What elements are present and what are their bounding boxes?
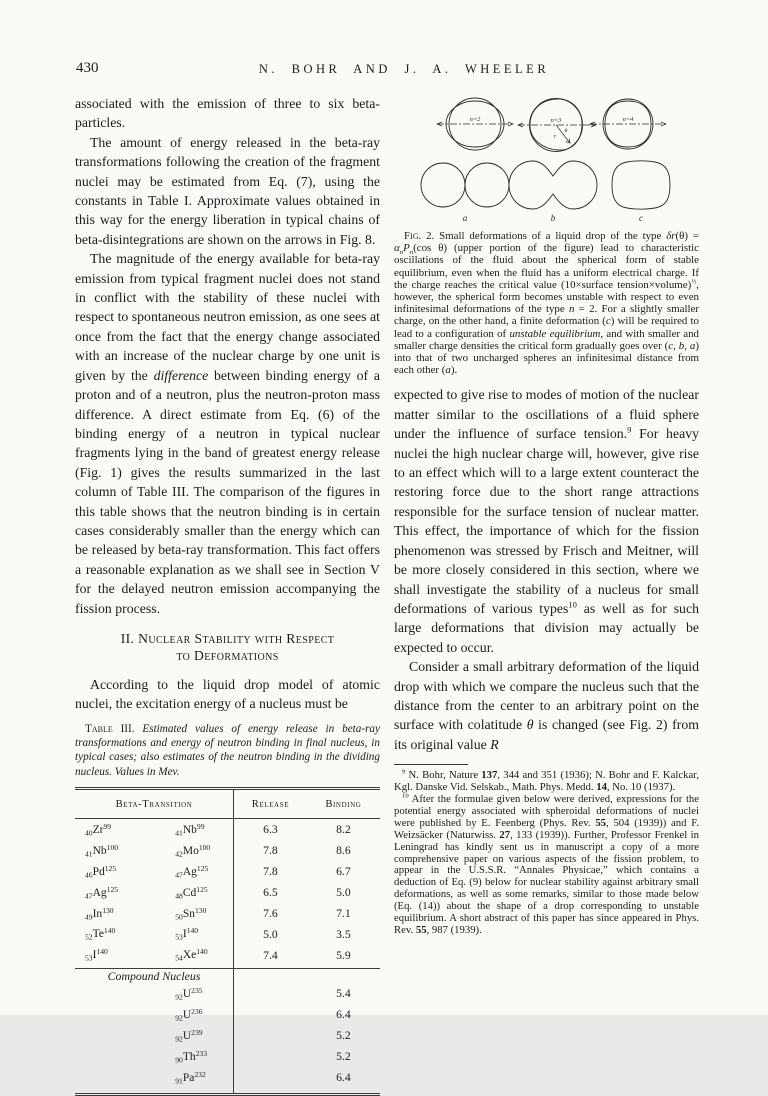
mass-number: 100 [198, 842, 211, 852]
empty-cell [234, 1067, 307, 1095]
label-n3: n=3 [550, 117, 561, 124]
drop-n3 [518, 99, 596, 152]
text-segment: a [445, 364, 451, 377]
table-row [75, 1067, 380, 1095]
text-segment: ) into that of two uncharged spheres an infinitesimal distance from each other ( [394, 339, 699, 377]
table-caption [75, 722, 380, 779]
initial-nuclide [75, 924, 151, 945]
text-segment: 9 [402, 768, 406, 776]
atomic-number: 91 [175, 1076, 183, 1086]
element-symbol: U [182, 1008, 192, 1021]
final-nuclide [151, 840, 233, 861]
mass-number: 125 [106, 884, 119, 894]
text-segment: Fig. 2. [404, 230, 435, 242]
paragraph [75, 675, 380, 714]
running-head: N. BOHR AND J. A. WHEELER [258, 62, 550, 76]
table-row [75, 819, 380, 840]
table-row [75, 1046, 380, 1067]
label-a: a [462, 213, 467, 223]
mass-number: 239 [191, 1027, 203, 1037]
label-r: r [553, 134, 556, 140]
initial-nuclide [75, 819, 151, 840]
mass-number: 235 [191, 986, 203, 995]
empty-cell [234, 1025, 307, 1046]
mass-number: 140 [103, 926, 116, 936]
mass-number: 130 [195, 905, 207, 915]
text-segment: (θ) = [675, 230, 699, 242]
label-c: c [638, 213, 643, 223]
text-segment: Consider a small arbitrary deformation of the liquid drop with which we compare the nucleus such that the distance from the center to an arbitrary point on the surface with colatitude [394, 659, 699, 733]
element-symbol: Th [182, 1050, 196, 1063]
section-heading-line2: to Deformations [176, 648, 279, 664]
final-nuclide [151, 903, 233, 924]
left-column [75, 94, 380, 1096]
paragraph-continuation [394, 385, 699, 657]
compound-section-header [75, 969, 380, 984]
empty-cell [75, 1067, 151, 1095]
text-segment: α [394, 242, 400, 255]
text-segment: N. Bohr, Nature [405, 769, 482, 782]
footnote-separator [394, 764, 468, 765]
table-row [75, 903, 380, 924]
col-header-release: Release [234, 788, 307, 818]
text-segment: expected to give rise to modes of motion of the nuclear matter similar to the oscillations of a fluid sphere under the influence of surface tension. [394, 387, 699, 442]
initial-nuclide [75, 903, 151, 924]
table-row [75, 945, 380, 969]
binding-value: 6.7 [336, 865, 351, 878]
paragraph [394, 657, 699, 754]
text-segment: , and with smaller and smaller charge densities the critical form gradually goes over ( [394, 327, 700, 352]
table-iii [75, 787, 380, 1096]
text-segment: between binding energy of a proton and of a neutron, plus the neutron-proton mass difference. A direct estimate from Eq. (6) of the binding energy of a neutron in typical nuclear fragments lying in the band of greatest energy release (Fig. 1) gives the results summarized in the last column of Table III. The comparison of the figures in this table shows that the neutron binding is in certain cases considerably smaller than the energy which can be released by beta-ray transformation. This fact offers a reasonable explanation as we shall see in Section V for the delayed neutron emission accompanying the fission process. [75, 367, 380, 616]
release-value: 6.3 [263, 823, 278, 837]
text-segment: 10 [568, 599, 577, 610]
release-value: 7.8 [263, 865, 278, 878]
text-segment: n [409, 249, 414, 257]
text-segment: = 2. For a slightly smaller charge, on the other hand, a finite deformation ( [394, 303, 699, 328]
text-segment: associated with the emission of three to six beta-particles. [75, 96, 380, 131]
text-segment: δr [666, 230, 676, 242]
text-segment: , 504 (1939)) and F. Weizsäcker (Naturwiss. [394, 816, 700, 841]
text-segment: 55 [595, 816, 607, 829]
atomic-number: 47 [175, 870, 183, 880]
paragraph [75, 249, 380, 618]
final-nuclide [151, 924, 233, 945]
empty-cell [234, 983, 307, 1004]
text-segment: ½ [691, 278, 697, 286]
binding-value: 7.1 [336, 906, 351, 920]
text-segment: R [490, 736, 499, 752]
element-symbol: U [182, 988, 192, 1000]
text-segment: n [399, 249, 404, 257]
element-symbol: Nb [182, 823, 197, 836]
empty-cell [75, 1025, 151, 1046]
binding-value: 5.9 [336, 948, 351, 962]
atomic-number: 42 [175, 849, 183, 859]
text-segment: 137 [481, 769, 498, 782]
text-segment: , however, the spherical form becomes unstable with respect to even infinitesimal deformations of the type [394, 278, 699, 316]
atomic-number: 53 [85, 953, 93, 963]
text-segment: is changed (see Fig. 2) from its original value [394, 717, 699, 752]
empty-cell [234, 1046, 307, 1067]
release-value: 7.8 [263, 844, 278, 858]
binding-value: 6.4 [336, 1070, 351, 1084]
release-value: 5.0 [263, 927, 278, 941]
figure-2-caption [394, 230, 699, 376]
text-segment: , 344 and 351 (1936); N. Bohr and F. Kalckar, Kgl. Danske Vid. Selskab., Math. Phys. Medd. [394, 769, 699, 794]
table-row [75, 1025, 380, 1046]
text-segment: 14 [596, 781, 607, 794]
figure-2-drawing [399, 97, 695, 225]
text-segment: ). [450, 364, 458, 377]
empty-cell [75, 1004, 151, 1025]
atomic-number: 90 [175, 1055, 183, 1065]
text-segment: The magnitude of the energy available for beta-ray emission from typical fragment nuclei does not stand in conflict with the stability of these nuclei with respect to spontaneous neutron emission, as one sees at once from the fact that the energy change associated with an increase of the nuclear charge by one unit is given by the [75, 251, 380, 383]
text-segment: 10 [402, 792, 409, 800]
element-symbol: Zr [92, 823, 104, 836]
label-n4: n=4 [622, 116, 633, 123]
atomic-number: 92 [175, 1013, 183, 1023]
section-heading-line1: II. Nuclear Stability with Respect [120, 630, 335, 646]
compound-nucleus-label: Compound Nucleus [107, 968, 201, 983]
element-symbol: Sn [182, 907, 195, 920]
text-segment: n [568, 303, 575, 316]
label-b: b [550, 213, 555, 223]
mass-number: 100 [106, 842, 119, 852]
paragraph [75, 133, 380, 249]
element-symbol: In [92, 907, 103, 920]
mass-number: 125 [196, 863, 209, 873]
final-nuclide [151, 819, 233, 840]
table-row [75, 1004, 380, 1025]
col-header-beta-transition: Beta-Transition [75, 788, 234, 818]
table-row [75, 983, 380, 1004]
text-segment: (cos θ) (upper portion of the figure) lead to characteristic oscillations of the fluid about the spherical form of stable equilibrium, even when the fluid has a uniform electrical charge. If the charge reaches the critical value (10×surface tension×volume) [394, 242, 699, 291]
atomic-number: 49 [85, 912, 93, 922]
compound-nucleus-header [75, 969, 234, 984]
mass-number: 130 [102, 905, 114, 915]
compound-nuclide [151, 1004, 233, 1025]
label-theta: θ [564, 128, 567, 134]
text-segment: The amount of energy released in the beta-ray transformations following the creation of the fragment nuclei may be estimated from Eq. (7), using the constants in Table I. Approximate values obtained in this way for the energy liberation in typical chains of beta-disintegrations are shown on the arrows in Fig. 8. [75, 134, 380, 247]
mass-number: 99 [196, 821, 205, 831]
compound-nuclide [151, 1025, 233, 1046]
element-symbol: Cd [182, 886, 197, 899]
element-symbol: Pd [92, 865, 105, 878]
release-value: 7.6 [263, 906, 278, 920]
mass-number: 125 [196, 884, 208, 894]
element-symbol: I [92, 949, 97, 962]
shape-b-dumbbell [509, 161, 597, 223]
atomic-number: 92 [175, 992, 183, 1002]
binding-value: 6.4 [336, 1008, 351, 1022]
mass-number: 125 [104, 863, 117, 873]
footnote-9 [394, 770, 699, 794]
atomic-number: 52 [85, 932, 93, 942]
table-header [75, 788, 380, 818]
atomic-number: 53 [175, 932, 183, 942]
atomic-number: 41 [85, 849, 93, 859]
mass-number: 140 [96, 947, 108, 957]
text-segment: difference [153, 367, 209, 383]
mass-number: 236 [191, 1006, 203, 1016]
element-symbol: Nb [92, 844, 107, 857]
binding-value: 3.5 [336, 927, 351, 941]
compound-nuclide [151, 1067, 233, 1095]
table-row [75, 882, 380, 903]
text-segment: After the formulae given below were derived, expressions for the potential energy associated with spheroidal deformations of nuclei were published by E. Feenberg (Phys. Rev. [394, 792, 699, 829]
mass-number: 99 [103, 821, 112, 831]
element-symbol: U [182, 1029, 192, 1042]
atomic-number: 47 [85, 891, 93, 901]
drop-n4 [590, 99, 666, 149]
atomic-number: 50 [175, 912, 183, 922]
binding-value: 5.4 [336, 987, 351, 1001]
compound-nucleus-rows [75, 983, 380, 1094]
text-segment: , 133 (1939)). Further, Professor Frenkel in Leningrad has kindly sent us in manuscript a copy of a more comprehensive paper on various aspects of the fission problem, to appear in the U.S.S.R. “Annales Physicae,” which contains a deduction of Eq. (9) below for nuclear stability against arbitrary small deformations, as well as some remarks, similar to those made below (Eq. (14)) about the shape of a drop corresponding to unstable equilibrium. A short abstract of this paper has since appeared in Phys. Rev. [394, 828, 699, 936]
final-nuclide [151, 945, 233, 969]
col-header-binding: Binding [307, 788, 380, 818]
binding-value: 8.6 [336, 844, 351, 858]
initial-nuclide [75, 945, 151, 969]
shape-a-two-spheres [421, 163, 509, 223]
element-symbol: Te [92, 928, 104, 941]
text-segment: θ [526, 717, 534, 733]
atomic-number: 48 [175, 891, 183, 901]
final-nuclide [151, 861, 233, 882]
mass-number: 233 [195, 1048, 208, 1058]
footnote-10 [394, 794, 699, 937]
empty-cell [75, 983, 151, 1004]
initial-nuclide [75, 882, 151, 903]
empty-cell [234, 1004, 307, 1025]
binding-value: 5.2 [336, 1029, 351, 1043]
text-segment: as well as for such large deformations that division may actually be expected to occur. [394, 600, 699, 655]
label-n2: n=2 [469, 116, 480, 123]
text-segment: According to the liquid drop model of atomic nuclei, the excitation energy of a nucleus must be [75, 676, 380, 712]
table-row [75, 924, 380, 945]
drop-n2 [437, 98, 513, 150]
shape-c-elongated-drop [612, 161, 670, 223]
text-segment: For heavy nuclei the high nuclear charge will, however, give rise to an effect which will to a large extent counteract the restoring force due to the short range attractions responsible for the surface tension of nuclear matter. This effect, the importance of which for the fission phenomenon was stressed by Frisch and Meitner, will be more closely considered in this section, where we shall investigate the stability of a nucleus for small deformations of various types [394, 426, 700, 616]
text-segment: 9 [627, 424, 632, 435]
text-segment: c, b, a [668, 339, 696, 352]
atomic-number: 46 [85, 870, 93, 880]
compound-nuclide [151, 1046, 233, 1067]
text-segment: 55 [415, 923, 427, 936]
element-symbol: Mo [182, 844, 199, 857]
binding-value: 5.2 [336, 1049, 351, 1063]
section-heading [75, 630, 380, 665]
empty-cell [234, 969, 307, 984]
table-row [75, 861, 380, 882]
table-row [75, 840, 380, 861]
text-segment: 27 [499, 828, 511, 841]
compound-nuclide [151, 983, 233, 1004]
empty-cell [307, 969, 380, 984]
paragraph-continuation [75, 94, 380, 133]
atomic-number: 40 [85, 828, 93, 838]
element-symbol: Pa [182, 1071, 195, 1084]
text-segment: ) will be required to lead to a configuration of [394, 315, 699, 340]
mass-number: 232 [194, 1069, 206, 1079]
element-symbol: Ag [92, 886, 107, 899]
text-segment: P [403, 242, 410, 255]
text-segment: Small deformations of a liquid drop of the type [434, 230, 667, 242]
initial-nuclide [75, 861, 151, 882]
mass-number: 140 [196, 947, 208, 957]
text-segment: , No. 10 (1937). [606, 781, 676, 794]
release-value: 7.4 [263, 948, 278, 962]
atomic-number: 41 [175, 828, 183, 838]
empty-cell [75, 1046, 151, 1067]
final-nuclide [151, 882, 233, 903]
text-segment: Table III. [85, 722, 135, 735]
element-symbol: I [182, 928, 187, 941]
release-value: 6.5 [263, 885, 278, 899]
page-number: 430 [76, 60, 99, 76]
text-segment: , 987 (1939). [426, 923, 482, 936]
binding-value: 8.2 [336, 823, 351, 837]
element-symbol: Xe [182, 949, 197, 962]
text-segment: Estimated values of energy release in beta-ray transformations and energy of neutron binding in final nucleus, in typical cases; also estimates of the neutron binding in the dividing nucleus. Values in Mev. [75, 722, 380, 778]
text-segment: c [605, 315, 611, 328]
binding-value: 5.0 [336, 885, 351, 899]
right-column [394, 94, 699, 937]
atomic-number: 54 [175, 953, 183, 963]
mass-number: 140 [186, 926, 199, 936]
element-symbol: Ag [182, 865, 197, 878]
atomic-number: 92 [175, 1034, 183, 1044]
initial-nuclide [75, 840, 151, 861]
text-segment: unstable equilibrium [509, 327, 601, 340]
beta-transition-rows [75, 819, 380, 969]
